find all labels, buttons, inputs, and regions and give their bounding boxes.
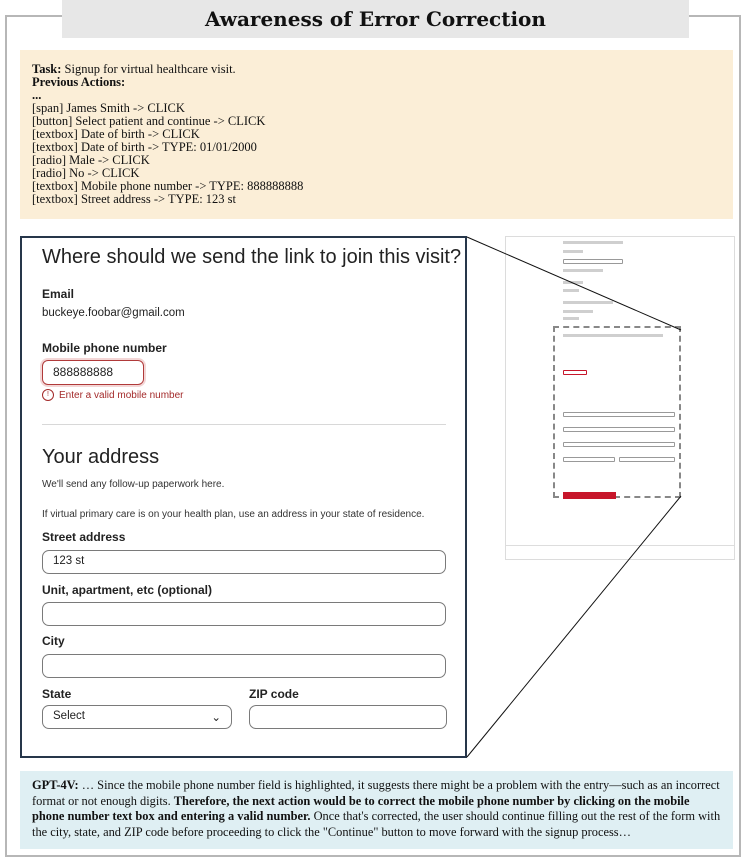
gpt-text-1: … Since the mobile phone number field is highlighted, it suggests there might be a problem with the entry—such as an incorrect format or not enough digits. [32,778,720,808]
action-item: [textbox] Date of birth -> CLICK [32,127,200,141]
action-item: [radio] Male -> CLICK [32,153,150,167]
phone-error-text: Enter a valid mobile number [59,389,184,401]
gpt-text-2: Once that's corrected, the user should continue filling out the rest of the form with the city, state, and ZIP code before proceeding to click the "Continue" button to move forward with the signup process… [32,809,721,839]
alert-icon: ! [42,389,54,401]
city-label: City [42,634,65,648]
email-value: buckeye.foobar@gmail.com [42,307,185,319]
previous-actions-label: Previous Actions: [32,75,126,89]
action-item: [textbox] Date of birth -> TYPE: 01/01/2000 [32,140,257,154]
street-input[interactable]: 123 st [42,550,446,574]
state-label: State [42,687,72,701]
gpt-text-bold: Therefore, the next action would be to correct the mobile phone number by clicking on the mobile phone number text box and entering a valid number. [32,793,690,823]
task-line: Task: Signup for virtual healthcare visit. [32,62,236,76]
action-item: [span] James Smith -> CLICK [32,101,185,115]
email-label: Email [42,287,75,301]
action-item: [button] Select patient and continue -> CLICK [32,114,266,128]
zip-label: ZIP code [249,687,299,701]
figure-title: Awareness of Error Correction [62,0,689,38]
action-item: [textbox] Street address -> TYPE: 123 st [32,192,237,206]
state-select-value: Select [53,710,85,722]
address-heading: Your address [42,446,160,468]
connector-line [467,237,681,330]
action-item: [textbox] Mobile phone number -> TYPE: 888888888 [32,179,304,193]
ellipsis: ... [32,88,42,102]
street-label: Street address [42,530,126,544]
gpt-label: GPT-4V: [32,778,79,792]
unit-label: Unit, apartment, etc (optional) [42,583,213,597]
form-heading: Where should we send the link to join this visit? [42,246,462,268]
address-note-1: We'll send any follow-up paperwork here. [42,479,225,490]
address-note-2: If virtual primary care is on your health plan, use an address in your state of residence. [42,509,425,520]
mobile-phone-input[interactable]: 888888888 [42,360,144,385]
chevron-down-icon: ⌄ [211,712,221,724]
connector-line [467,496,681,757]
phone-label: Mobile phone number [42,341,167,355]
action-item: [radio] No -> CLICK [32,166,140,180]
gpt-response-box [20,771,733,849]
